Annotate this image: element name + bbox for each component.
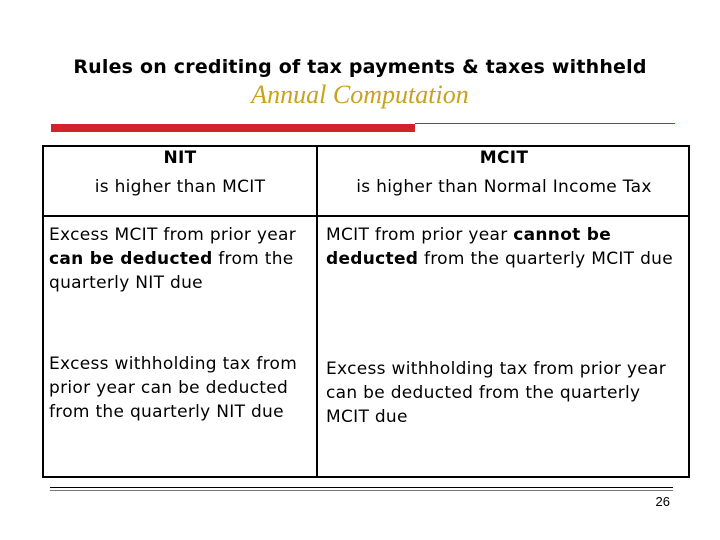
slide-title: Rules on crediting of tax payments & taxes withheld bbox=[73, 56, 647, 78]
row1-nit-text-end: from the quarterly NIT due bbox=[49, 249, 294, 293]
header-nit bbox=[49, 146, 311, 199]
slide-subtitle: Annual Computation bbox=[251, 80, 469, 109]
accent-bar bbox=[51, 124, 415, 132]
row1-nit-cell bbox=[49, 223, 311, 295]
footer-rule bbox=[50, 487, 673, 491]
table-column-divider bbox=[316, 145, 318, 478]
row1-nit-text: Excess MCIT from prior year bbox=[49, 225, 297, 245]
row1-mcit-emphasis: cannot be deducted bbox=[326, 225, 612, 269]
header-nit-title: NIT bbox=[163, 148, 197, 168]
row1-nit-emphasis: can be deducted bbox=[49, 249, 213, 269]
accent-rule bbox=[415, 123, 675, 124]
header-mcit-title: MCIT bbox=[479, 148, 529, 168]
row2-nit-cell: Excess withholding tax from prior year can be deducted from the quarterly NIT due bbox=[49, 354, 298, 422]
row1-mcit-text-end: from the quarterly MCIT due bbox=[418, 249, 673, 269]
header-nit-subtitle: is higher than MCIT bbox=[94, 177, 266, 197]
header-mcit-subtitle: is higher than Normal Income Tax bbox=[356, 177, 652, 197]
row1-mcit-cell bbox=[326, 223, 682, 271]
table-header-divider bbox=[42, 215, 690, 217]
page-number: 26 bbox=[655, 494, 670, 509]
header-mcit bbox=[326, 146, 682, 199]
row2-mcit-cell: Excess withholding tax from prior year can be deducted from the quarterly MCIT due bbox=[326, 359, 667, 427]
row1-mcit-text: MCIT from prior year bbox=[326, 225, 514, 245]
